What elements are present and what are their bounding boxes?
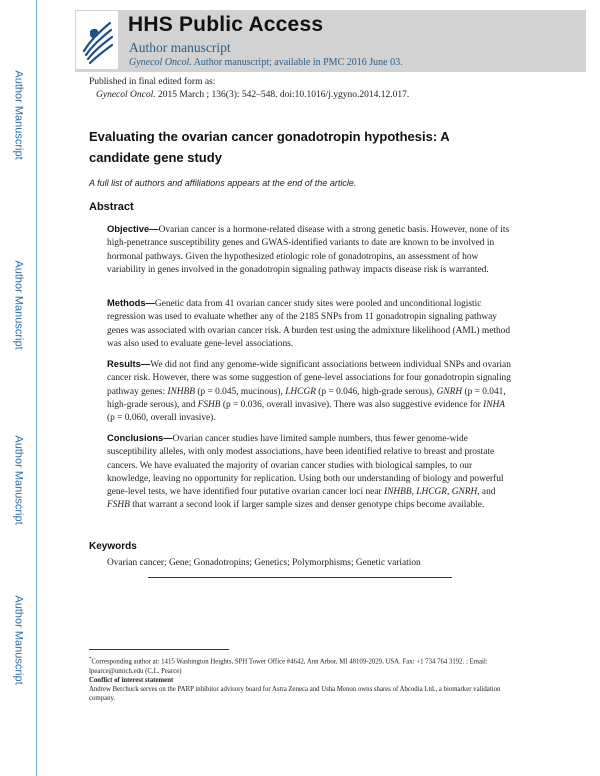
hhs-eagle-icon: [76, 11, 118, 69]
footnote-divider: [89, 649, 229, 650]
citation-line: Gynecol Oncol. 2015 March ; 136(3): 542–548. doi:10.1016/j.ygyno.2014.12.017.: [96, 90, 410, 100]
published-in-label: Published in final edited form as:: [89, 77, 216, 87]
banner-journal-line: Gynecol Oncol. Author manuscript; available in PMC 2016 June 03.: [129, 57, 403, 68]
article-title: Evaluating the ovarian cancer gonadotropin hypothesis: A candidate gene study: [89, 129, 450, 165]
abstract-results: Results—We did not find any genome-wide significant associations between individual SNPs and ovarian cancer risk. However, there was some suggestion of gene-level associations for four gonadotropin signaling pathway genes: INHBB (p = 0.045, mucinous), LHCGR (p = 0.046, high-grade serous), GNRH (p = 0.041, high-grade serous), and FSHB (p = 0.036, overall invasive). There was also suggestive evidence for INHA (p = 0.060, overall invasive).: [107, 358, 511, 424]
conflict-heading: Conflict of interest statement: [89, 676, 174, 684]
conflict-text: Andrew Berchuck serves on the PARP inhibitor advisory board for Astra Zeneca and Usha Menon owns shares of Abcodia Ltd., a biomarker validation company.: [89, 686, 501, 703]
footnotes: [89, 655, 509, 704]
abstract-objective: Objective—Ovarian cancer is a hormone-related disease with a strong genetic basis. However, none of its high-penetrance susceptibility genes and GWAS-identified variants to date are known to be involved in hormonal pathways. Given the hypothesized etiologic role of gonadotropins, an assessment of how variability in genes involved in the gonadotropin signaling pathway impacts disease risk is warranted.: [107, 223, 510, 275]
divider: [148, 577, 452, 578]
sidebar-label: Author Manuscript: [13, 70, 26, 160]
abstract-methods: Methods—Genetic data from 41 ovarian cancer study sites were pooled and unconditional logistic regression was used to evaluate whether any of the 2185 SNPs from 11 gonadotropin signaling pathway genes was associated with ovarian cancer risk. A burden test using the admixture likelihood (AML) method was also used to evaluate gene-level associations.: [107, 297, 511, 349]
sidebar-label: Author Manuscript: [13, 435, 26, 525]
banner-subtitle: Author manuscript: [129, 40, 231, 55]
abstract-heading: Abstract: [89, 201, 134, 213]
authors-note: A full list of authors and affiliations appears at the end of the article.: [89, 178, 357, 188]
sidebar-rule: [36, 0, 37, 776]
banner-title: HHS Public Access: [128, 13, 324, 36]
corresponding-author-note: *Corresponding author at: 1415 Washington Heights, SPH Tower Office #4642, Ann Arbor, MI 48109-2029, USA. Fax: +1 734 764 3192. ; Email: lpearce@umich.edu (C.L. Pearce): [89, 657, 488, 675]
keywords-heading: Keywords: [89, 541, 137, 552]
abstract-conclusions: Conclusions—Ovarian cancer studies have limited sample numbers, thus fewer genome-wide susceptibility alleles, with only modest associations, have been identified relative to breast and prostate cancers. We have evaluated the majority of ovarian cancer studies with biological samples, to our knowledge, leaving no opportunity for replication. Using both our understanding of biology and powerful gene-level tests, we have identified four putative ovarian cancer loci near INHBB, LHCGR, GNRH, and FSHB that warrant a second look if larger sample sizes and denser genotype chips become available.: [107, 432, 504, 511]
keywords-list: Ovarian cancer; Gene; Gonadotropins; Genetics; Polymorphisms; Genetic variation: [107, 558, 421, 568]
sidebar-label: Author Manuscript: [13, 260, 26, 350]
sidebar-label: Author Manuscript: [13, 595, 26, 685]
